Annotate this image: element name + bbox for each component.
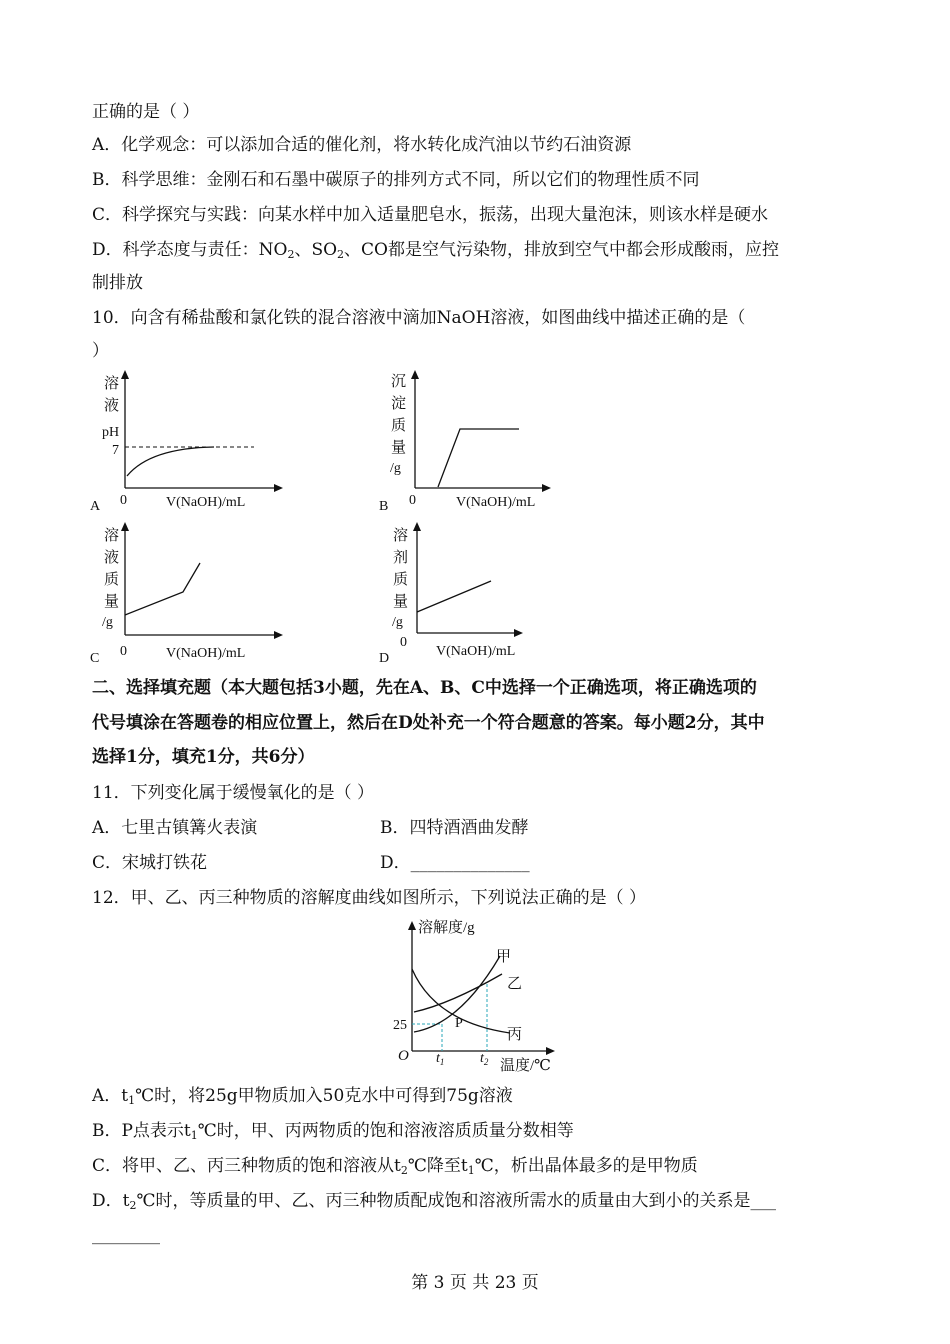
page-footer: 第 3 页 共 23 页 (411, 1273, 539, 1293)
graph-d-curve (417, 581, 491, 612)
graph-c-label: C (90, 651, 100, 666)
graph-a (90, 368, 290, 518)
graph-d-ylabel-5: /g (392, 615, 403, 630)
solubility-label-p: P (455, 1016, 463, 1031)
graph-b (378, 368, 578, 518)
graph-a-label: A (90, 499, 101, 514)
graph-a-x-arrow (274, 484, 283, 492)
solubility-label-jia: 甲 (496, 949, 512, 965)
graph-d-label: D (379, 651, 390, 666)
graph-a-ylabel-1: 溶 (104, 376, 120, 392)
q9-option-d: D．科学态度与责任：$NO_2$、$SO_2$、CO都是空气污染物，排放到空气中都会形成酸雨，应控 (92, 240, 779, 261)
graph-a-ylabel-3: pH (102, 425, 120, 440)
graph-d-ylabel-2: 剂 (393, 550, 409, 566)
graph-c-xlabel: V(NaOH)/mL (166, 646, 246, 661)
graph-c-origin: 0 (120, 644, 127, 659)
graph-b-ylabel-3: 质 (391, 418, 407, 434)
solubility-tick-t1: $t_1$ (436, 1051, 445, 1067)
graph-d-origin: 0 (400, 635, 407, 650)
graph-b-y-arrow (411, 370, 419, 379)
graph-c-ylabel-4: 量 (104, 594, 120, 610)
graph-a-y-arrow (121, 370, 129, 379)
solubility-label-bing: 丙 (507, 1027, 523, 1043)
graph-b-label: B (379, 499, 389, 514)
graph-d-ylabel-1: 溶 (393, 528, 409, 544)
q11-option-b: B．四特酒酒曲发酵 (380, 818, 529, 838)
q10-stem-cont: ） (92, 341, 109, 361)
graph-b-ylabel-2: 淀 (391, 396, 407, 412)
graph-b-ylabel-5: /g (390, 461, 401, 476)
graph-b-xlabel: V(NaOH)/mL (456, 495, 536, 510)
graph-d-xlabel: V(NaOH)/mL (436, 644, 516, 659)
q9-option-d-cont: 制排放 (92, 273, 143, 293)
q9-stem-tail: 正确的是（ ） (92, 102, 200, 122)
q10-stem: 10．向含有稀盐酸和氯化铁的混合溶液中滴加NaOH溶液，如图曲线中描述正确的是（ (92, 308, 746, 328)
section2-line3: 选择1分，填充1分，共6分） (92, 747, 315, 767)
solubility-tick-t2: $t_2$ (480, 1051, 489, 1067)
section2-line2: 代号填涂在答题卷的相应位置上，然后在D处补充一个符合题意的答案。每小题2分，其中 (92, 713, 765, 733)
graph-c-y-arrow (121, 522, 129, 531)
q12-stem: 12．甲、乙、丙三种物质的溶解度曲线如图所示，下列说法正确的是（ ） (92, 888, 647, 908)
solubility-origin: O (398, 1048, 409, 1064)
q12-option-d: D．$t_2℃$时，等质量的甲、乙、丙三种物质配成饱和溶液所需水的质量由大到小的关系是___ (92, 1191, 776, 1212)
q12-option-d-cont: ________ (92, 1225, 160, 1245)
solubility-label-yi: 乙 (507, 976, 523, 992)
solubility-xlabel: 温度/℃ (500, 1058, 551, 1074)
q12-option-c: C．将甲、乙、丙三种物质的饱和溶液从$t_2℃$降至$t_1℃$，析出晶体最多的是甲物质 (92, 1156, 698, 1177)
graph-b-x-arrow (542, 484, 551, 492)
solubility-x-arrow (546, 1047, 555, 1055)
q11-stem: 11．下列变化属于缓慢氧化的是（ ） (92, 783, 375, 803)
q9-option-a: A．化学观念：可以添加合适的催化剂，将水转化成汽油以节约石油资源 (92, 135, 632, 155)
q11-option-d: D．______________ (380, 853, 530, 873)
graph-c-curve (125, 563, 200, 615)
graph-d-y-arrow (413, 522, 421, 531)
q9-option-c: C．科学探究与实践：向某水样中加入适量肥皂水，振荡，出现大量泡沫，则该水样是硬水 (92, 205, 769, 225)
graph-b-curve (438, 429, 519, 487)
solubility-ylabel: 溶解度/g (418, 920, 475, 936)
graph-d-x-arrow (514, 629, 523, 637)
graph-a-curve (127, 447, 214, 476)
q12-option-a: A．$t_1℃$时，将25g甲物质加入50克水中可得到75g溶液 (92, 1086, 513, 1107)
graph-c-ylabel-2: 液 (104, 550, 120, 566)
graph-c-x-arrow (274, 631, 283, 639)
graph-a-ylabel-2: 液 (104, 398, 120, 414)
graph-b-ylabel-4: 量 (391, 440, 407, 456)
q9-option-b: B．科学思维：金刚石和石墨中碳原子的排列方式不同，所以它们的物理性质不同 (92, 170, 700, 190)
q12-option-b: B．P点表示$t_1℃$时，甲、丙两物质的饱和溶液溶质质量分数相等 (92, 1121, 574, 1142)
graph-c (90, 520, 290, 670)
graph-c-ylabel-5: /g (102, 615, 113, 630)
solubility-y-arrow (408, 921, 416, 930)
q11-option-a: A．七里古镇篝火表演 (92, 818, 258, 838)
solubility-graph (390, 912, 590, 1077)
graph-d (378, 520, 578, 670)
graph-c-ylabel-1: 溶 (104, 528, 120, 544)
graph-b-ylabel-1: 沉 (391, 374, 407, 390)
q11-option-c: C．宋城打铁花 (92, 853, 208, 873)
graph-b-origin: 0 (409, 493, 416, 508)
graph-d-ylabel-3: 质 (393, 572, 409, 588)
graph-c-ylabel-3: 质 (104, 572, 120, 588)
graph-d-ylabel-4: 量 (393, 594, 409, 610)
graph-a-tick-7: 7 (112, 443, 119, 458)
graph-a-xlabel: V(NaOH)/mL (166, 495, 246, 510)
solubility-tick-25: 25 (393, 1018, 407, 1033)
graph-a-origin: 0 (120, 493, 127, 508)
section2-line1: 二、选择填充题（本大题包括3小题，先在A、B、C中选择一个正确选项，将正确选项的 (92, 678, 757, 698)
